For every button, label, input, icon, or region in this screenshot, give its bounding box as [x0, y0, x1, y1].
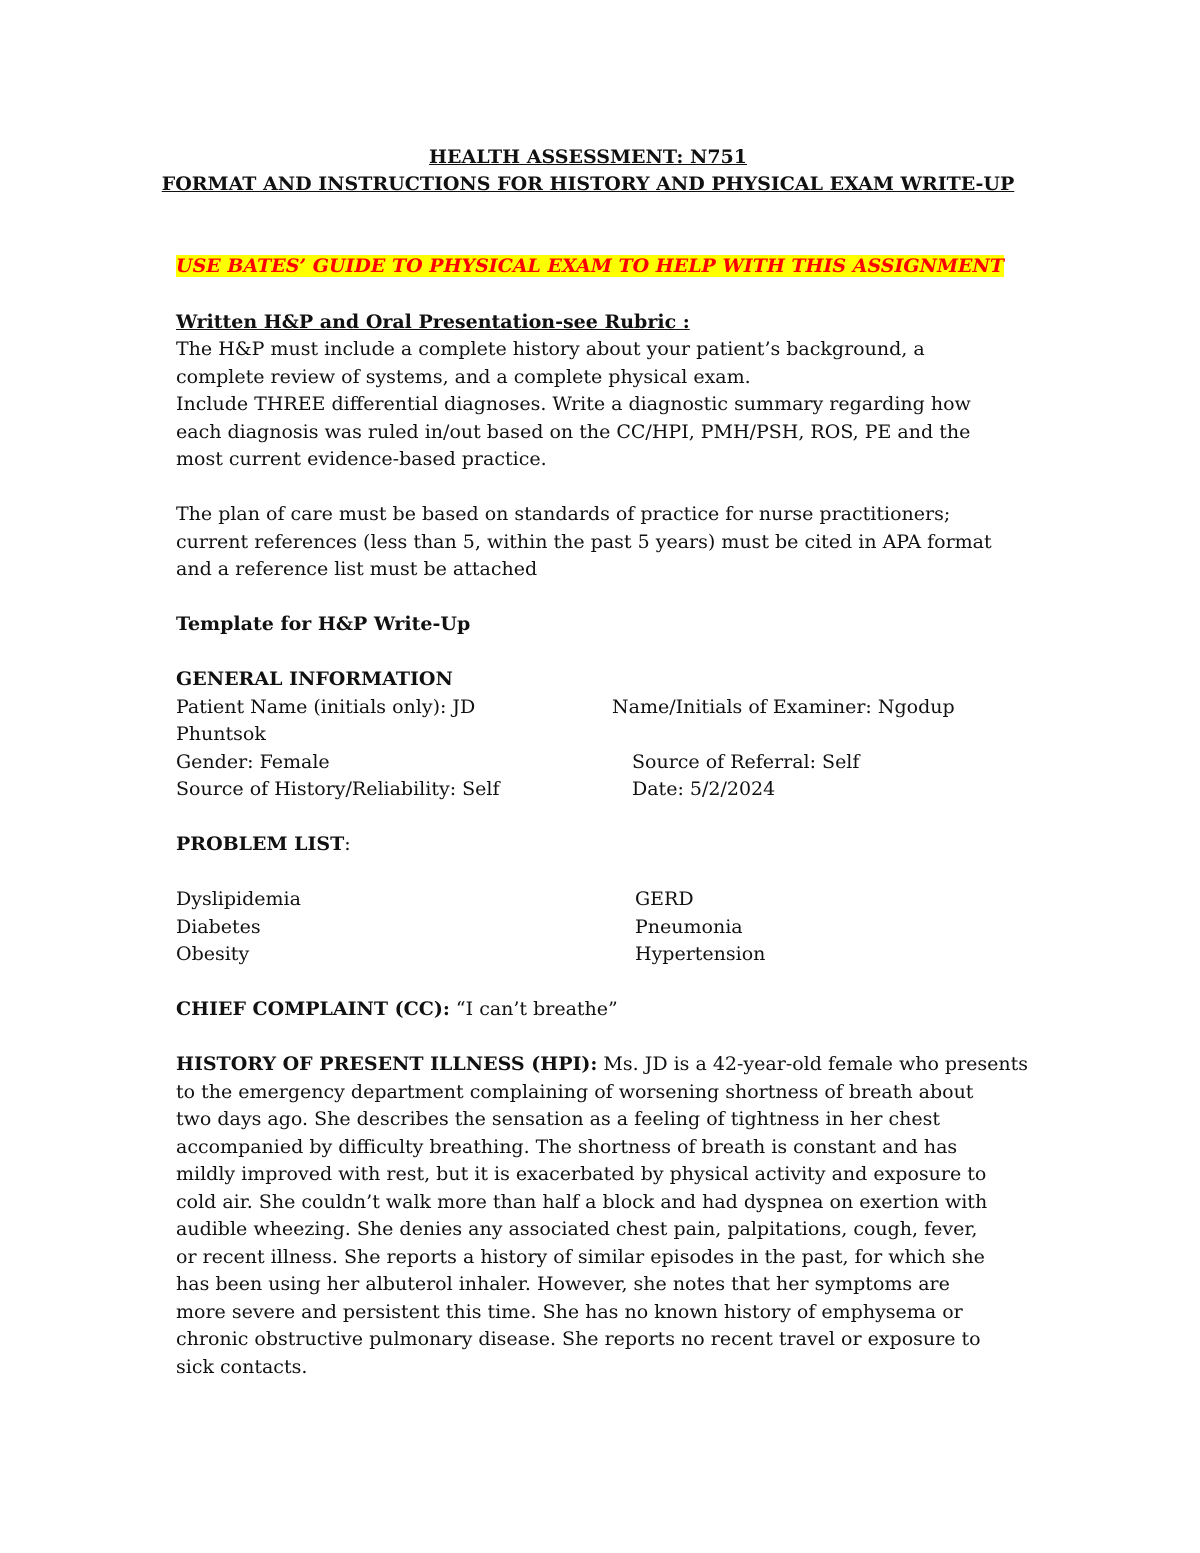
rubric-line: most current evidence-based practice. — [176, 448, 547, 470]
examiner-name-continued: Phuntsok — [176, 723, 266, 745]
page-title: HEALTH ASSESSMENT: N751 — [429, 146, 747, 168]
notice-text: USE BATES’ GUIDE TO PHYSICAL EXAM TO HELP WITH THIS ASSIGNMENT — [176, 255, 1004, 277]
problem-item: Obesity — [176, 943, 250, 965]
hpi-line: or recent illness. She reports a history of similar episodes in the past, for which she — [176, 1246, 985, 1268]
hpi-label: HISTORY OF PRESENT ILLNESS (HPI): — [176, 1053, 598, 1075]
hpi-first-line — [176, 1051, 1028, 1079]
template-heading: Template for H&P Write-Up — [176, 613, 471, 635]
history-source: Source of History/Reliability: Self — [176, 778, 500, 800]
hpi-line: has been using her albuterol inhaler. However, she notes that her symptoms are — [176, 1273, 950, 1295]
hpi-text: Ms. JD is a 42-year-old female who presents — [597, 1053, 1029, 1075]
patient-name: Patient Name (initials only): JD — [176, 696, 476, 718]
general-info-heading: GENERAL INFORMATION — [176, 668, 453, 690]
hpi-line: more severe and persistent this time. She has no known history of emphysema or — [176, 1301, 963, 1323]
problem-item: Dyslipidemia — [176, 888, 301, 910]
problem-item: GERD — [635, 888, 694, 910]
examiner-name: Name/Initials of Examiner: Ngodup — [612, 696, 955, 718]
referral-source: Source of Referral: Self — [632, 751, 860, 773]
hpi-line: mildly improved with rest, but it is exacerbated by physical activity and exposure to — [176, 1163, 987, 1185]
problem-list-colon: : — [344, 833, 351, 855]
hpi-line: two days ago. She describes the sensation as a feeling of tightness in her chest — [176, 1108, 940, 1130]
problem-item: Diabetes — [176, 916, 261, 938]
rubric-line: each diagnosis was ruled in/out based on the CC/HPI, PMH/PSH, ROS, PE and the — [176, 421, 971, 443]
exam-date: Date: 5/2/2024 — [632, 778, 776, 800]
problem-list-heading — [176, 831, 351, 859]
page-subtitle: FORMAT AND INSTRUCTIONS FOR HISTORY AND PHYSICAL EXAM WRITE-UP — [161, 173, 1015, 195]
rubric-line: The plan of care must be based on standards of practice for nurse practitioners; — [176, 503, 951, 525]
problem-list-label: PROBLEM LIST — [176, 833, 345, 855]
problem-item: Pneumonia — [635, 916, 743, 938]
hpi-line: chronic obstructive pulmonary disease. She reports no recent travel or exposure to — [176, 1328, 981, 1350]
chief-complaint-value: “I can’t breathe” — [449, 998, 618, 1020]
rubric-line: complete review of systems, and a complete physical exam. — [176, 366, 751, 388]
hpi-line: to the emergency department complaining of worsening shortness of breath about — [176, 1081, 974, 1103]
chief-complaint-label: CHIEF COMPLAINT (CC): — [176, 998, 450, 1020]
rubric-line: and a reference list must be attached — [176, 558, 538, 580]
gender: Gender: Female — [176, 751, 330, 773]
hpi-line: sick contacts. — [176, 1356, 308, 1378]
problem-item: Hypertension — [635, 943, 766, 965]
hpi-line: audible wheezing. She denies any associated chest pain, palpitations, cough, fever, — [176, 1218, 978, 1240]
rubric-heading: Written H&P and Oral Presentation-see Rubric : — [176, 311, 690, 333]
notice-banner — [176, 253, 1004, 281]
hpi-line: accompanied by difficulty breathing. The shortness of breath is constant and has — [176, 1136, 958, 1158]
chief-complaint — [176, 996, 618, 1024]
rubric-line: current references (less than 5, within the past 5 years) must be cited in APA format — [176, 531, 992, 553]
hpi-line: cold air. She couldn’t walk more than half a block and had dyspnea on exertion with — [176, 1191, 988, 1213]
rubric-line: The H&P must include a complete history about your patient’s background, a — [176, 338, 925, 360]
rubric-line: Include THREE differential diagnoses. Write a diagnostic summary regarding how — [176, 393, 971, 415]
